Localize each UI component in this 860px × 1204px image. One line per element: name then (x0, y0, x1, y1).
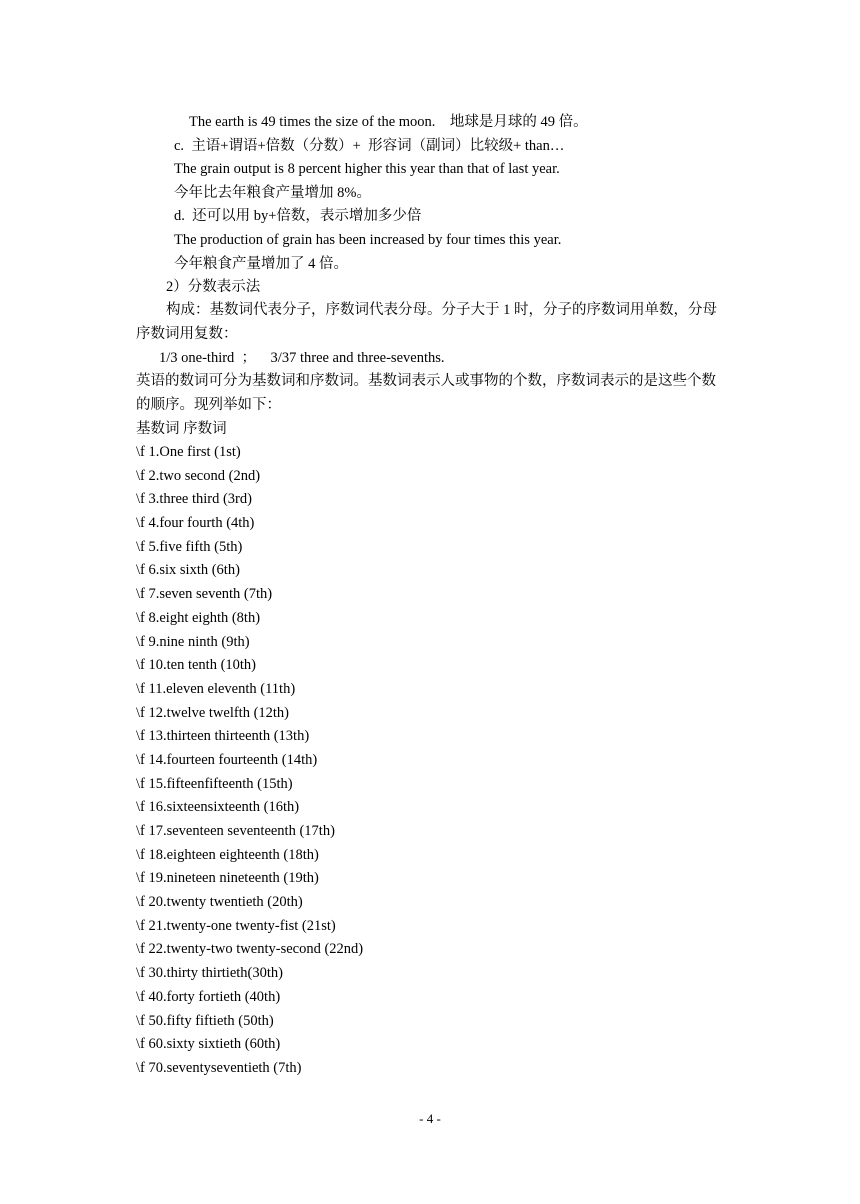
list-item: \f 22.twenty-two twenty-second (22nd) (136, 941, 364, 958)
list-item: \f 10.ten tenth (10th) (136, 657, 257, 674)
list-item: \f 60.sixty sixtieth (60th) (136, 1036, 281, 1053)
page-number: - 4 - (419, 1111, 441, 1126)
rule-d: d. 还可以用 by+倍数，表示增加多少倍 (174, 208, 422, 224)
translation-grain-production: 今年粮食产量增加了 4 倍。 (174, 256, 348, 272)
example-grain-output: The grain output is 8 percent higher this year than that of last year. (174, 161, 560, 177)
list-item: \f 3.three third (3rd) (136, 491, 252, 508)
list-item: \f 8.eight eighth (8th) (136, 609, 261, 626)
list-item: \f 6.six sixth (6th) (136, 562, 240, 579)
list-item: \f 40.forty fortieth (40th) (136, 988, 281, 1005)
list-item: \f 30.thirty thirtieth(30th) (136, 965, 283, 982)
list-item: \f 19.nineteen nineteenth (19th) (136, 870, 319, 887)
list-item: \f 50.fifty fiftieth (50th) (136, 1012, 274, 1029)
translation-grain-output: 今年比去年粮食产量增加 8%。 (174, 185, 371, 201)
list-item: \f 20.twenty twentieth (20th) (136, 894, 303, 911)
list-item: \f 18.eighteen eighteenth (18th) (136, 846, 319, 863)
example-earth-moon: The earth is 49 times the size of the moon. 地球是月球的 49 倍。 (189, 114, 588, 130)
list-item: \f 13.thirteen thirteenth (13th) (136, 728, 310, 745)
list-item: \f 1.One first (1st) (136, 444, 241, 460)
numbers-list (136, 441, 363, 1081)
numerals-intro-paragraph: 英语的数词可分为基数词和序数词。基数词表示人或事物的个数，序数词表示的是这些个数的顺序。现列举如下： (136, 373, 716, 413)
fraction-examples: 1/3 one-third ； 3/37 three and three-sevenths. (159, 350, 445, 366)
section-heading-fractions: 2）分数表示法 (166, 279, 261, 295)
list-item: \f 17.seventeen seventeenth (17th) (136, 823, 335, 839)
list-header: 基数词 序数词 (136, 421, 227, 437)
list-item: \f 9.nine ninth (9th) (136, 633, 250, 650)
list-item: \f 4.four fourth (4th) (136, 515, 255, 532)
list-item: \f 12.twelve twelfth (12th) (136, 704, 290, 721)
list-item: \f 11.eleven eleventh (11th) (136, 680, 296, 697)
list-item: \f 14.fourteen fourteenth (14th) (136, 751, 318, 768)
list-item: \f 5.five fifth (5th) (136, 538, 243, 555)
list-item: \f 7.seven seventh (7th) (136, 586, 273, 603)
list-item: \f 15.fifteenfifteenth (15th) (136, 775, 293, 792)
example-grain-production: The production of grain has been increased by four times this year. (174, 232, 562, 248)
fraction-composition-paragraph: 构成：基数词代表分子，序数词代表分母。分子大于 1 时，分子的序数词用单数，分母序数词用复数： (136, 302, 717, 342)
list-item: \f 16.sixteensixteenth (16th) (136, 799, 300, 816)
list-item: \f 2.two second (2nd) (136, 467, 261, 484)
list-item: \f 70.seventyseventieth (7th) (136, 1059, 302, 1076)
list-item: \f 21.twenty-one twenty-fist (21st) (136, 917, 336, 934)
rule-c: c. 主语+谓语+倍数（分数）+ 形容词（副词）比较级+ than… (174, 138, 565, 154)
